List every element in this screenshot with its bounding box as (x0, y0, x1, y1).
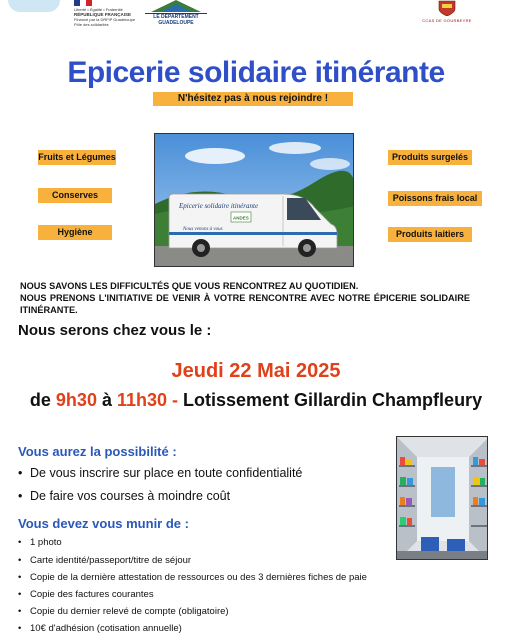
rf-funding: Financé par la DRFiP Guadeloupe (74, 17, 136, 22)
schedule-middle: à (96, 390, 117, 410)
page-title: Epicerie solidaire itinérante (67, 56, 445, 89)
tag-conserves: Conserves (38, 188, 112, 203)
chez-vous-heading: Nous serons chez vous le : (18, 322, 212, 339)
departement-region: GUADELOUPE (158, 20, 194, 26)
van-photo (154, 133, 354, 267)
intro-line-1: NOUS SAVONS LES DIFFICULTÉS QUE VOUS RENCONTREZ AU QUOTIDIEN. (20, 281, 359, 291)
list-item: • De vous inscrire sur place en toute confidentialité (18, 466, 303, 480)
tag-poissons-frais: Poissons frais local (388, 191, 482, 206)
van-side-text: Epicerie solidaire itinérante (179, 202, 259, 210)
departement-emblem-icon (151, 0, 201, 12)
van-side-text-2: Nous venons à vous (183, 227, 223, 232)
rf-pole: Pôle des solidarités (74, 22, 109, 27)
schedule-prefix: de (29, 390, 56, 410)
partner-logo (8, 0, 60, 12)
republique-francaise-logo (74, 0, 144, 30)
schedule-place: Lotissement Gillardin Champfleury (178, 390, 483, 410)
van-interior-photo (396, 436, 488, 560)
departement-label: LE DÉPARTEMENT (153, 14, 199, 20)
list-item: • Copie du dernier relevé de compte (obligatoire) (18, 606, 229, 617)
ccas-logo (408, 0, 486, 30)
marianne-icon (74, 0, 94, 6)
event-schedule (0, 390, 512, 411)
departement-logo (145, 0, 207, 30)
bullet-icon: • (18, 606, 22, 617)
schedule-end: 11h30 - (116, 390, 179, 410)
intro-line-2: NOUS PRENONS L'INITIATIVE DE VENIR À VOTRE RENCONTRE AVEC NOTRE ÉPICERIE SOLIDAIRE ITINÉRANTE. (20, 293, 470, 315)
requirements-heading: Vous devez vous munir de : (18, 516, 189, 531)
bullet-icon: • (18, 537, 22, 548)
bullet-icon: • (18, 489, 23, 503)
tag-produits-surgeles: Produits surgelés (388, 150, 472, 165)
ccas-label: CCAS DE GOURBEYRE (422, 18, 472, 23)
list-item: • Copie de la dernière attestation de ressources ou des 3 dernières fiches de paie (18, 572, 367, 583)
bullet-icon: • (18, 466, 23, 480)
tag-hygiene: Hygiène (38, 225, 112, 240)
list-item: • 1 photo (18, 537, 62, 548)
crest-icon (436, 0, 458, 16)
bullet-icon: • (18, 623, 22, 634)
rf-name: RÉPUBLIQUE FRANÇAISE (74, 12, 132, 17)
list-item: • Carte identité/passeport/titre de séjour (18, 555, 192, 566)
bullet-icon: • (18, 572, 22, 583)
bullet-icon: • (18, 589, 22, 600)
possibility-heading: Vous aurez la possibilité : (18, 444, 177, 459)
list-item: • De faire vos courses à moindre coût (18, 489, 231, 503)
intro-paragraph (20, 280, 470, 316)
subtitle-banner: N'hésitez pas à nous rejoindre ! (153, 92, 353, 106)
rf-motto: Liberté • Égalité • Fraternité (74, 7, 123, 12)
bullet-icon: • (18, 555, 22, 566)
schedule-start: 9h30 (55, 390, 97, 410)
list-item: • Copie des factures courantes (18, 589, 154, 600)
list-item: • 10€ d'adhésion (cotisation annuelle) (18, 623, 182, 634)
event-date: Jeudi 22 Mai 2025 (171, 360, 341, 382)
van-logo-text: ANDES (233, 215, 249, 221)
tag-produits-laitiers: Produits laitiers (388, 227, 472, 242)
tag-fruits-legumes: Fruits et Légumes (38, 150, 116, 165)
